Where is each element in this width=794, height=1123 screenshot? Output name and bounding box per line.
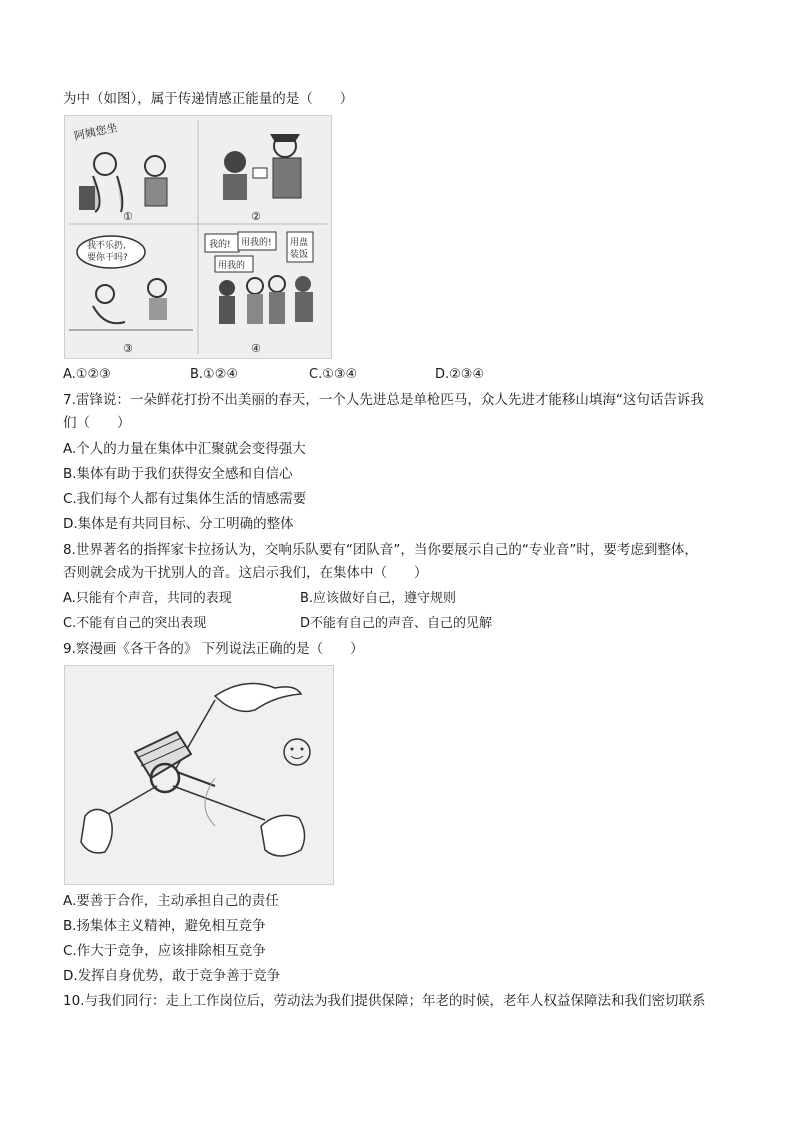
panel3-caption: ③ [123,342,133,355]
q6-option-c[interactable]: C.①③④ [309,367,358,382]
q9-option-b[interactable]: B.扬集体主义精神，避免相互竞争 [63,918,266,934]
q8-option-d[interactable]: D不能有自己的声音、自己的见解 [300,616,493,631]
question-10-stem-line1: 10.与我们同行：走上工作岗位后，劳动法为我们提供保障；年老的时候，老年人权益保障法和我们密切联系 [63,993,706,1009]
q8-option-b[interactable]: B.应该做好自己，遵守规则 [300,591,457,606]
cartoon-panels-illustration [65,116,331,358]
question-6-cartoon-figure [64,115,332,359]
q6-option-b[interactable]: B.①②④ [190,367,239,382]
panel4-bubble-2: 用我的! [241,238,272,248]
question-8-stem-line1: 8.世界著名的指挥家卡拉扬认为，交响乐队要有“团队音”，当你要展示自己的“专业音”时，要考虑到整体， [63,542,698,558]
q7-option-c[interactable]: C.我们每个人都有过集体生活的情感需要 [63,491,307,507]
question-9-stem: 9.察漫画《各干各的》 下列说法正确的是（ ） [63,641,364,657]
panel3-bubble-line1: 我不乐扔, [87,241,126,251]
q7-option-a[interactable]: A.个人的力量在集体中汇聚就会变得强大 [63,441,306,457]
question-7-stem-line2: 们（ ） [63,415,131,431]
q9-option-d[interactable]: D.发挥自身优势，敢于竞争善于竞争 [63,968,281,984]
question-8-stem-line2: 否则就会成为干扰别人的音。这启示我们，在集体中（ ） [63,565,428,581]
panel4-bubble-5: 装饭 [290,250,309,260]
panel1-title: 阿姨您坐 [72,121,119,143]
q7-option-d[interactable]: D.集体是有共同目标、分工明确的整体 [63,516,294,532]
question-6-stem: 为中（如图），属于传递情感正能量的是（ ） [63,91,354,107]
question-7-stem-line1: 7.雷锋说：一朵鲜花打扮不出美丽的春天，一个人先进总是单枪匹马，众人先进才能移山填海“这句话告诉我 [63,392,704,408]
q8-option-c[interactable]: C.不能有自己的突出表现 [63,616,207,631]
panel4-caption: ④ [251,342,261,355]
panel2-caption: ② [251,210,261,223]
q9-option-a[interactable]: A.要善于合作，主动承担自己的责任 [63,893,279,909]
q6-option-a[interactable]: A.①②③ [63,367,111,382]
panel4-bubble-4: 用盘 [290,238,309,248]
panel1-caption: ① [123,210,133,223]
panel3-bubble-line2: 要你干吗? [87,253,128,263]
q6-option-d[interactable]: D.②③④ [435,367,485,382]
q9-option-c[interactable]: C.作大于竞争，应该排除相互竞争 [63,943,266,959]
q7-option-b[interactable]: B.集体有助于我们获得安全感和自信心 [63,466,293,482]
cartoon-cart-illustration [65,666,333,884]
q8-option-a[interactable]: A.只能有个声音，共同的表现 [63,591,232,606]
question-9-cartoon-figure [64,665,334,885]
panel4-bubble-1: 我的! [209,240,231,250]
panel4-bubble-3: 用我的 [218,261,246,271]
